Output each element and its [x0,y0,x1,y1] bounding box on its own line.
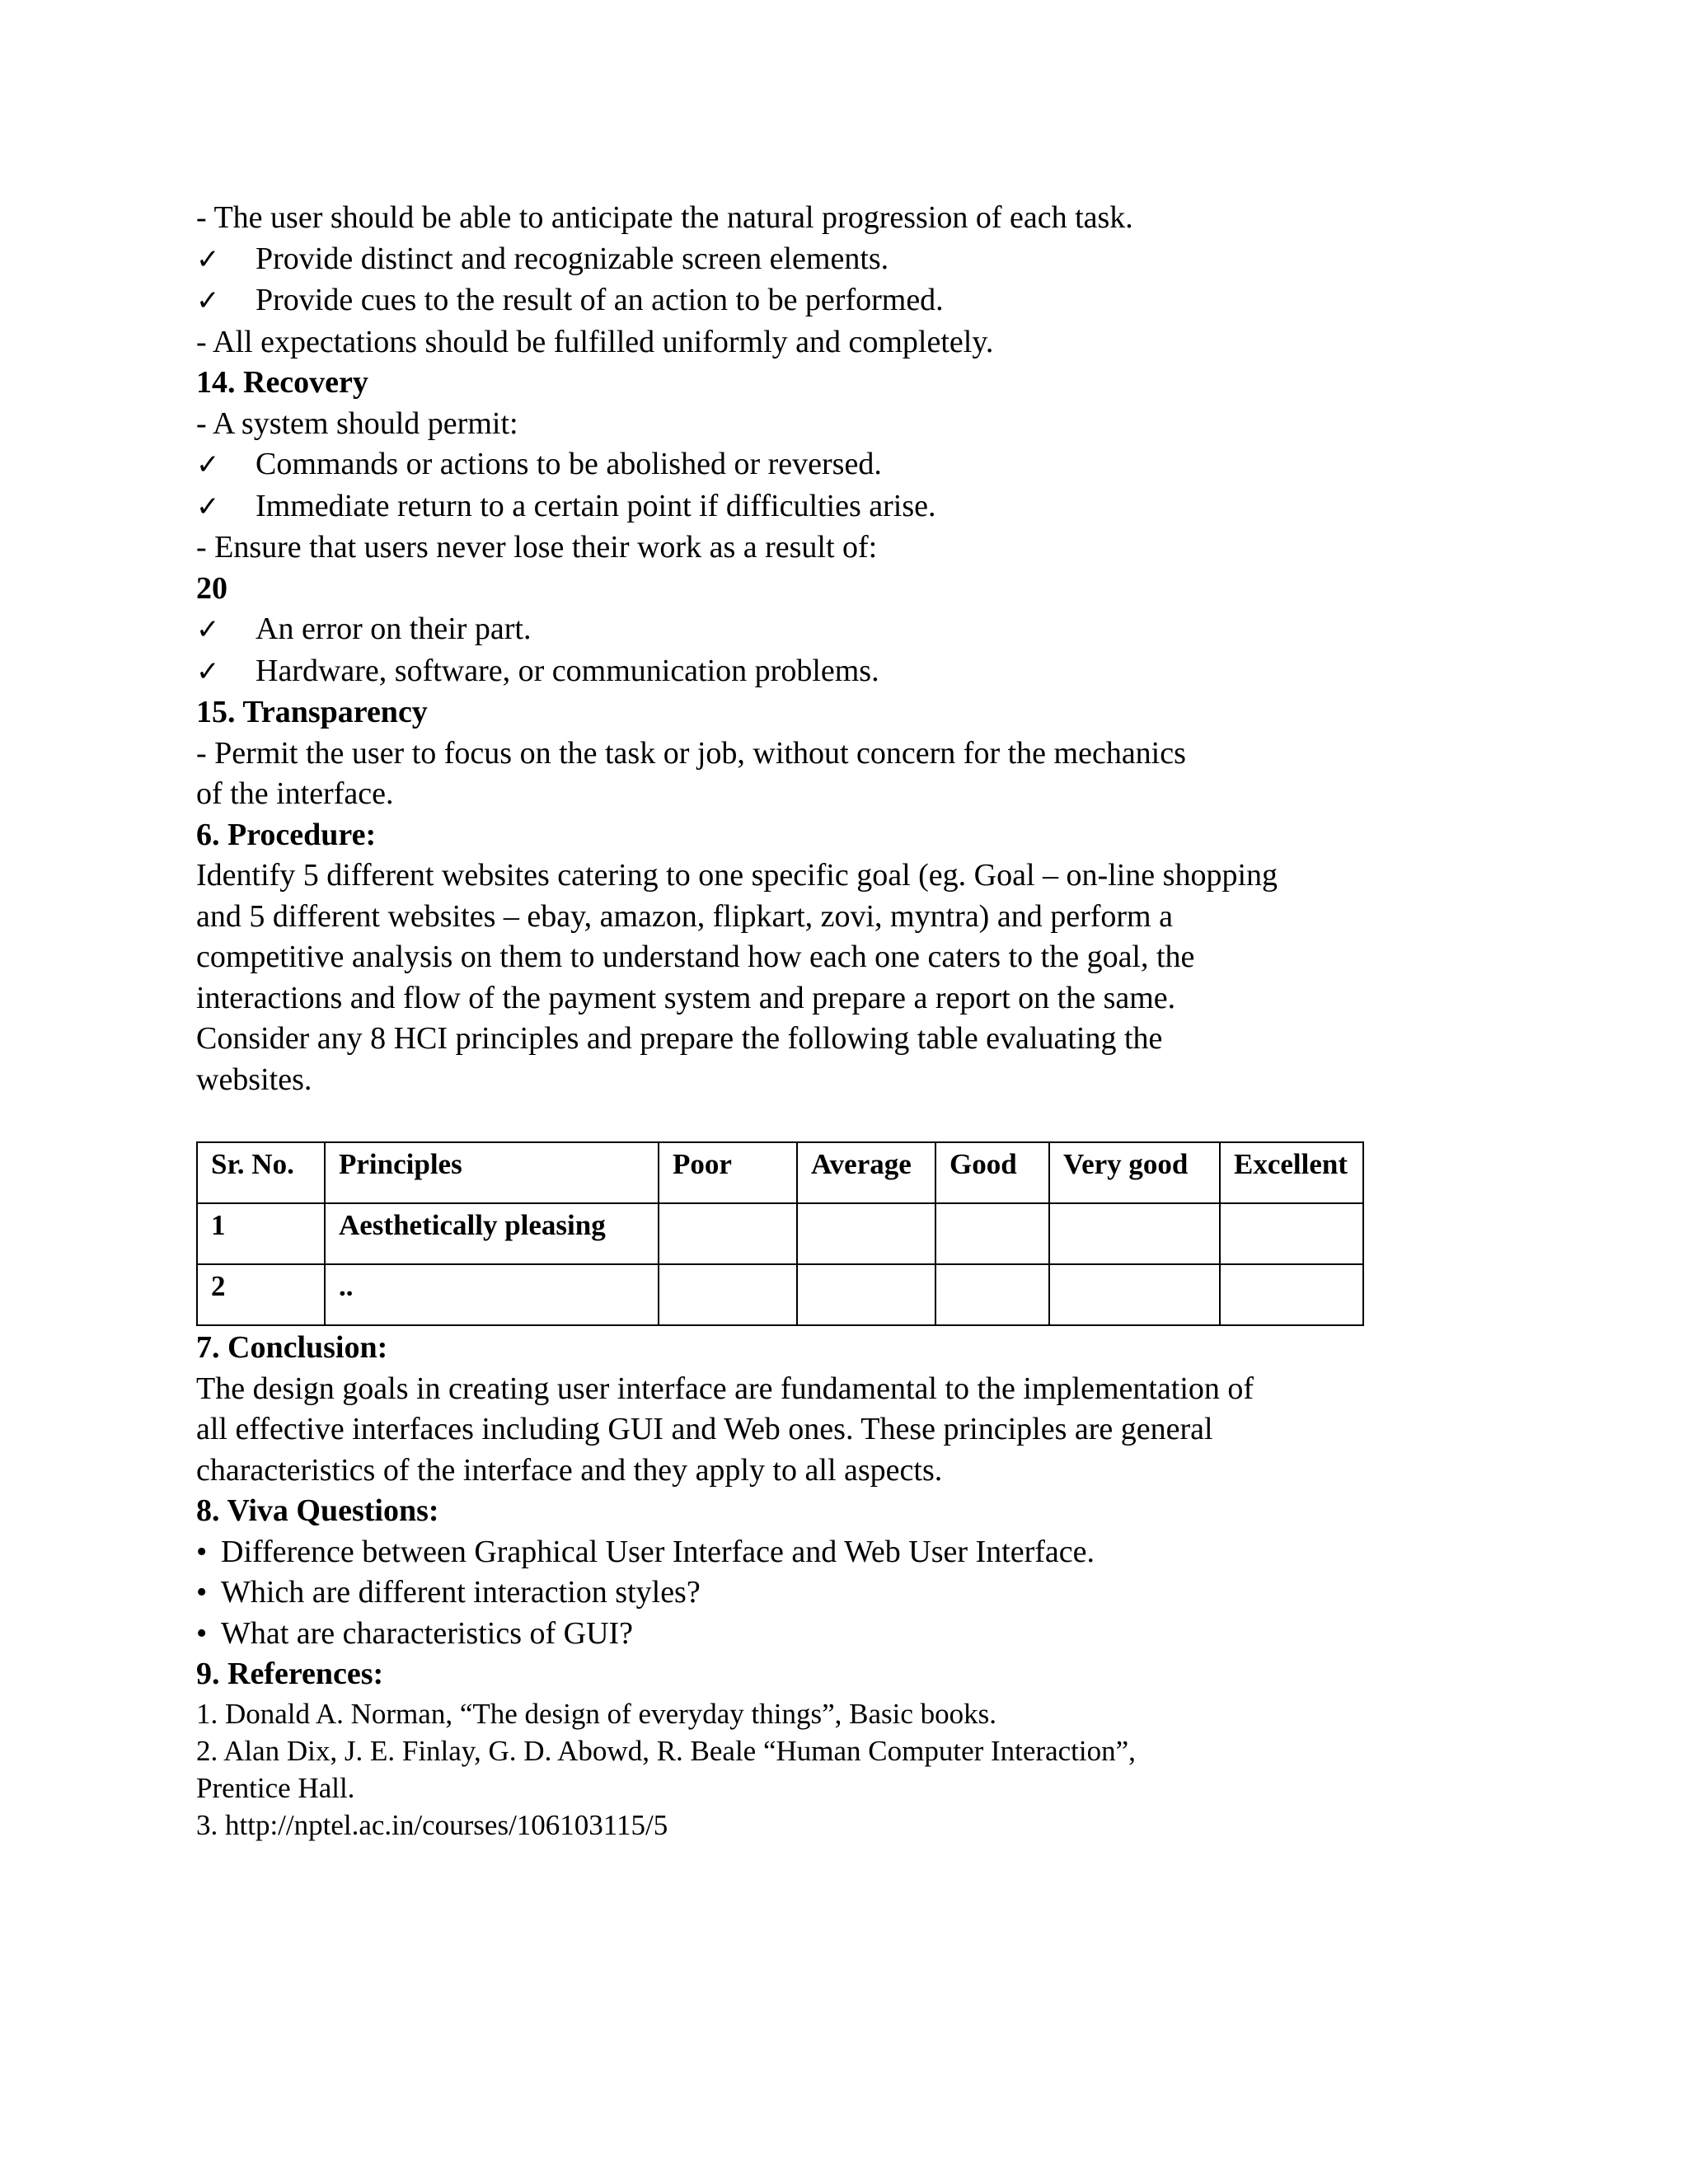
intro-check-1: ✓ Provide distinct and recognizable screen elements. [196,239,1498,281]
references-heading: 9. References: [196,1657,384,1691]
intro-line-2: - All expectations should be fulfilled uniformly and completely. [196,324,994,359]
bullet-icon: • [196,1575,208,1610]
procedure-line: competitive analysis on them to understand how each one caters to the goal, the [196,940,1195,974]
table-cell [1220,1264,1363,1325]
conclusion-heading: 7. Conclusion: [196,1330,388,1365]
table-cell: 2 [197,1264,325,1325]
recovery-line-2: - Ensure that users never lose their work as a result of: [196,530,878,565]
procedure-line: interactions and flow of the payment system and prepare a report on the same. [196,980,1176,1015]
bullet-icon: • [196,1615,208,1651]
intro-check-2: ✓ Provide cues to the result of an action to be performed. [196,280,1498,322]
check-icon: ✓ [196,448,220,481]
header-principles: Principles [325,1142,659,1203]
table-cell [1220,1203,1363,1264]
table-cell [659,1203,797,1264]
intro-line-1: - The user should be able to anticipate the natural progression of each task. [196,200,1133,235]
viva-item: • What are characteristics of GUI? [196,1614,1498,1655]
header-sr-no: Sr. No. [197,1142,325,1203]
reference-line: 3. http://nptel.ac.in/courses/106103115/5 [196,1808,668,1841]
table-cell [935,1203,1049,1264]
table-cell [1049,1264,1220,1325]
bullet-icon: • [196,1534,208,1569]
recovery-heading: 14. Recovery [196,365,368,400]
conclusion-line: characteristics of the interface and they apply to all aspects. [196,1452,943,1488]
reference-line: 1. Donald A. Norman, “The design of everyday things”, Basic books. [196,1697,997,1730]
page-number: 20 [196,570,227,606]
conclusion-line: all effective interfaces including GUI and Web ones. These principles are general [196,1412,1213,1446]
reference-line: Prentice Hall. [196,1771,355,1804]
check-icon: ✓ [196,490,220,523]
table-cell [659,1264,797,1325]
recovery-check-1: ✓ Commands or actions to be abolished or reversed. [196,444,1498,486]
header-average: Average [797,1142,935,1203]
check-icon: ✓ [196,284,220,317]
header-very-good: Very good [1049,1142,1220,1203]
procedure-heading: 6. Procedure: [196,817,377,852]
evaluation-table [196,1141,1364,1326]
table-cell [797,1203,935,1264]
reference-line: 2. Alan Dix, J. E. Finlay, G. D. Abowd, R. Beale “Human Computer Interaction”, [196,1734,1136,1767]
check-icon: ✓ [196,654,220,688]
check-icon: ✓ [196,613,220,646]
procedure-line: Identify 5 different websites catering to one specific goal (eg. Goal – on-line shopping [196,858,1278,893]
document-page [196,198,1498,1844]
table-cell [1049,1203,1220,1264]
recovery-check-3: ✓ An error on their part. [196,609,1498,651]
header-poor: Poor [659,1142,797,1203]
viva-item: • Difference between Graphical User Interface and Web User Interface. [196,1532,1498,1573]
recovery-check-4: ✓ Hardware, software, or communication problems. [196,651,1498,693]
table-header-row [197,1142,1363,1203]
recovery-line-1: - A system should permit: [196,405,518,441]
header-excellent: Excellent [1220,1142,1363,1203]
table-cell: Aesthetically pleasing [325,1203,659,1264]
procedure-line: websites. [196,1062,312,1097]
table-row [197,1203,1363,1264]
table-cell [935,1264,1049,1325]
transparency-line-1: - Permit the user to focus on the task or job, without concern for the mechanics [196,735,1186,771]
table-cell [797,1264,935,1325]
recovery-check-2: ✓ Immediate return to a certain point if difficulties arise. [196,486,1498,528]
check-icon: ✓ [196,242,220,276]
header-good: Good [935,1142,1049,1203]
table-cell: .. [325,1264,659,1325]
viva-heading: 8. Viva Questions: [196,1493,439,1528]
procedure-line: and 5 different websites – ebay, amazon, flipkart, zovi, myntra) and perform a [196,898,1173,934]
procedure-line: Consider any 8 HCI principles and prepare the following table evaluating the [196,1021,1163,1056]
viva-item: • Which are different interaction styles? [196,1572,1498,1614]
transparency-line-2: of the interface. [196,776,394,811]
table-cell: 1 [197,1203,325,1264]
table-row [197,1264,1363,1325]
conclusion-line: The design goals in creating user interface are fundamental to the implementation of [196,1371,1254,1406]
transparency-heading: 15. Transparency [196,695,428,729]
